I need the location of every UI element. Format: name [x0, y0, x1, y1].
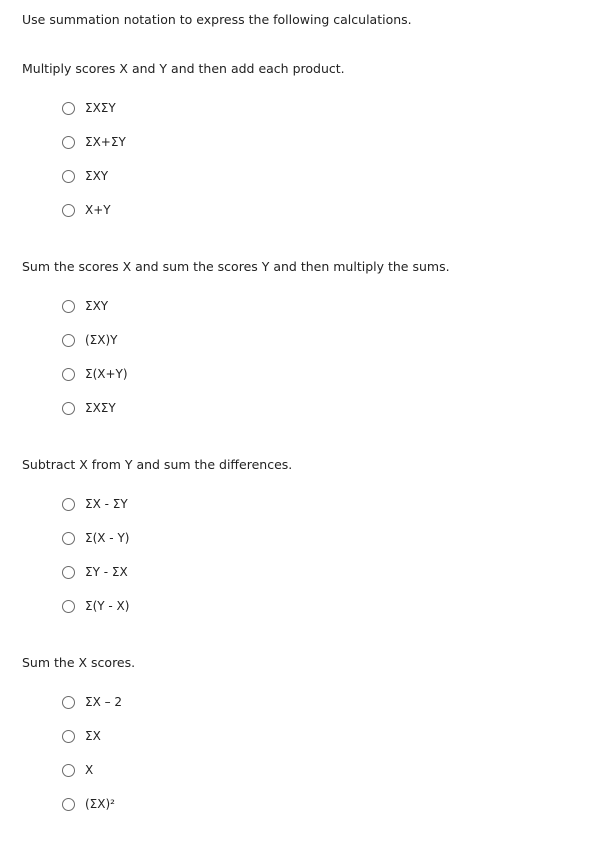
radio-button[interactable]: [62, 532, 75, 545]
radio-button[interactable]: [62, 402, 75, 415]
radio-button[interactable]: [62, 334, 75, 347]
answer-option-label[interactable]: ΣXY: [85, 299, 109, 313]
answer-options: [62, 299, 128, 435]
radio-button[interactable]: [62, 136, 75, 149]
answer-option[interactable]: [62, 565, 129, 599]
radio-button[interactable]: [62, 170, 75, 183]
answer-option[interactable]: [62, 169, 126, 203]
answer-option-label[interactable]: (ΣX)²: [85, 797, 115, 811]
answer-option[interactable]: [62, 135, 126, 169]
answer-option[interactable]: [62, 497, 129, 531]
answer-option-label[interactable]: Σ(X+Y): [85, 367, 128, 381]
answer-option[interactable]: [62, 401, 128, 435]
answer-option[interactable]: [62, 797, 122, 831]
answer-option-label[interactable]: X: [85, 763, 94, 777]
answer-option[interactable]: [62, 367, 128, 401]
radio-button[interactable]: [62, 764, 75, 777]
radio-button[interactable]: [62, 798, 75, 811]
answer-option-label[interactable]: X+Y: [85, 203, 111, 217]
question-3: [22, 457, 592, 613]
answer-options: [62, 497, 129, 633]
instructions-text: Use summation notation to express the following calculations.: [22, 12, 412, 27]
radio-button[interactable]: [62, 368, 75, 381]
question-prompt: Sum the scores X and sum the scores Y and then multiply the sums.: [22, 259, 450, 274]
question-1: [22, 61, 592, 217]
question-2: [22, 259, 592, 415]
answer-option[interactable]: [62, 763, 122, 797]
question-prompt: Sum the X scores.: [22, 655, 136, 670]
radio-button[interactable]: [62, 300, 75, 313]
answer-option-label[interactable]: ΣXΣY: [85, 101, 116, 115]
answer-options: [62, 101, 126, 237]
radio-button[interactable]: [62, 498, 75, 511]
answer-option-label[interactable]: ΣY - ΣX: [85, 565, 128, 579]
radio-button[interactable]: [62, 566, 75, 579]
answer-option-label[interactable]: ΣX: [85, 729, 101, 743]
radio-button[interactable]: [62, 600, 75, 613]
radio-button[interactable]: [62, 204, 75, 217]
answer-option[interactable]: [62, 695, 122, 729]
answer-option-label[interactable]: Σ(Y - X): [85, 599, 130, 613]
answer-option-label[interactable]: ΣX - ΣY: [85, 497, 128, 511]
answer-option[interactable]: [62, 333, 128, 367]
radio-button[interactable]: [62, 730, 75, 743]
answer-option[interactable]: [62, 729, 122, 763]
answer-option-label[interactable]: (ΣX)Y: [85, 333, 118, 347]
answer-option[interactable]: [62, 299, 128, 333]
answer-option-label[interactable]: ΣX – 2: [85, 695, 123, 709]
answer-option[interactable]: [62, 531, 129, 565]
question-4: [22, 655, 592, 811]
radio-button[interactable]: [62, 696, 75, 709]
answer-option-label[interactable]: ΣX+ΣY: [85, 135, 126, 149]
answer-options: [62, 695, 122, 831]
answer-option-label[interactable]: ΣXΣY: [85, 401, 116, 415]
answer-option[interactable]: [62, 203, 126, 237]
answer-option[interactable]: [62, 599, 129, 633]
question-prompt: Multiply scores X and Y and then add each product.: [22, 61, 345, 76]
question-prompt: Subtract X from Y and sum the differences.: [22, 457, 293, 472]
answer-option-label[interactable]: Σ(X - Y): [85, 531, 130, 545]
answer-option[interactable]: [62, 101, 126, 135]
answer-option-label[interactable]: ΣXY: [85, 169, 109, 183]
radio-button[interactable]: [62, 102, 75, 115]
